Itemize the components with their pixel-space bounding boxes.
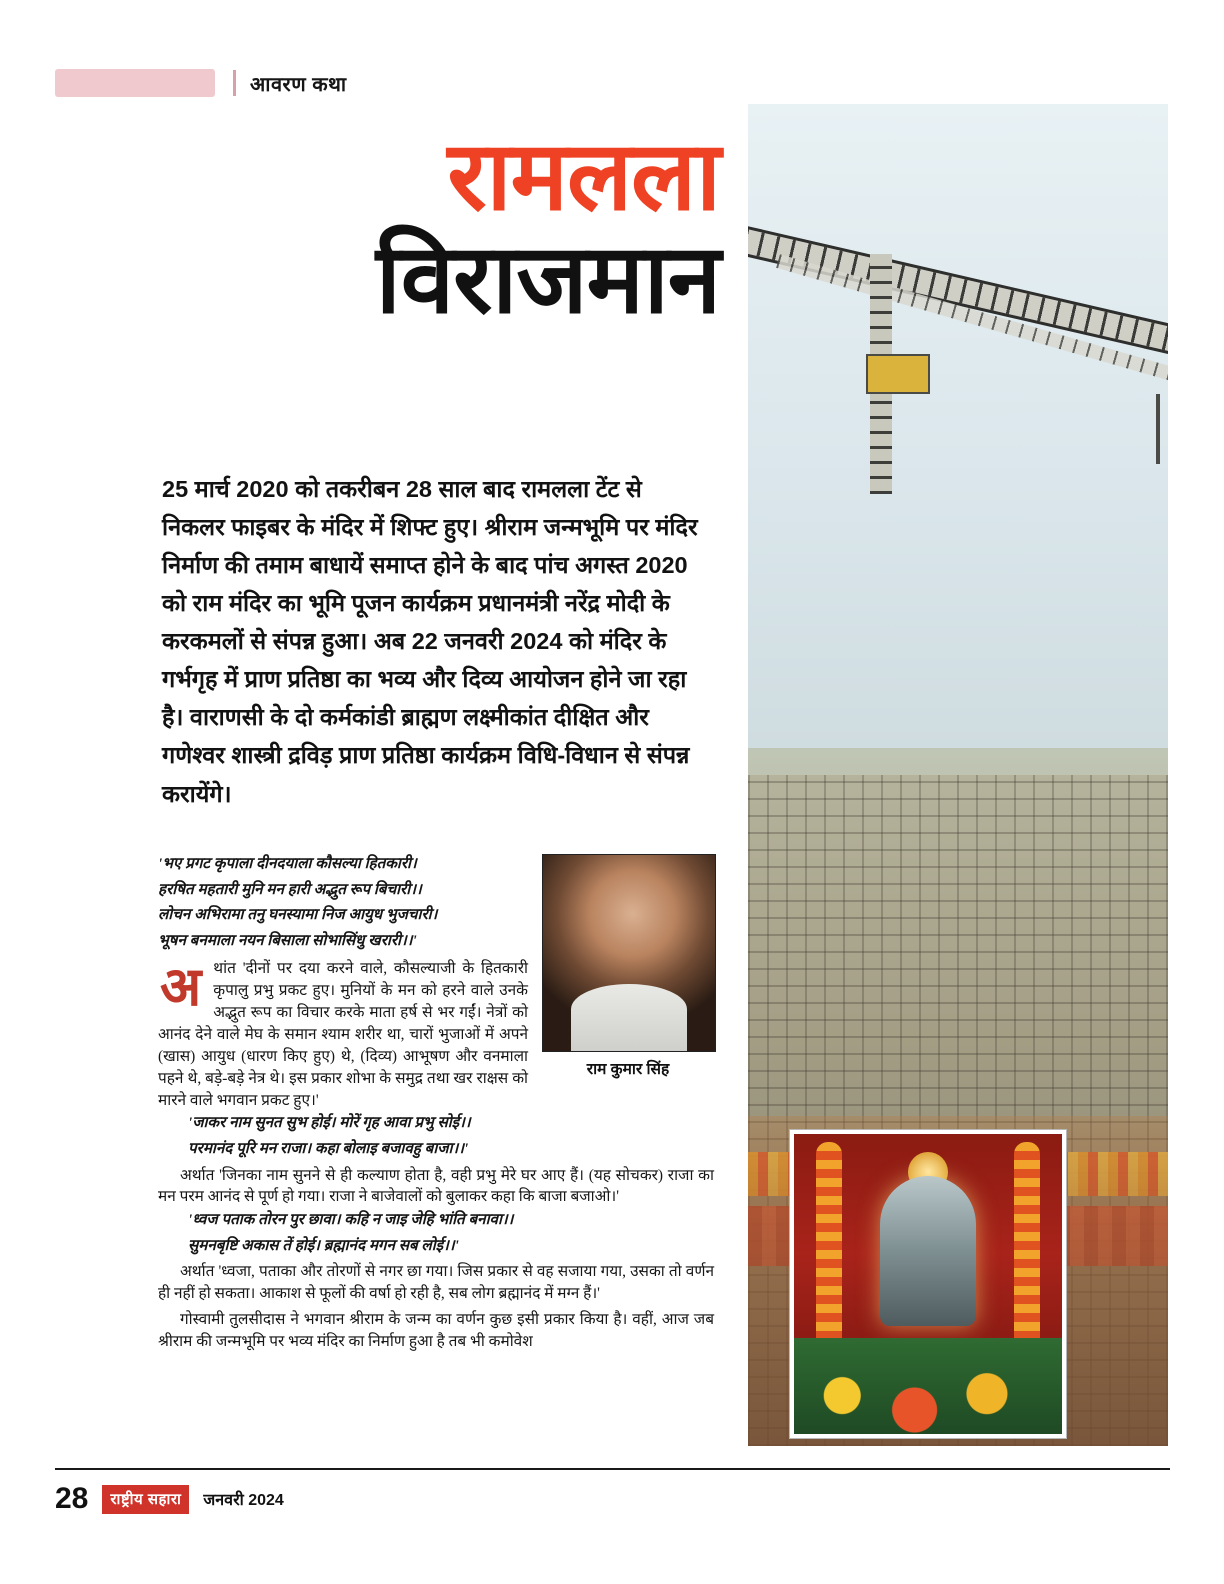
paragraph-3: अर्थात 'ध्वजा, पताका और तोरणों से नगर छा गया। जिस प्रकार से वह सजाया गया, उसका तो वर्णन ही नहीं हो सकता। आकाश से फूलों की वर्षा हो रही है, सब लोग ब्रह्मानंद में मग्न हैं।' [158, 1263, 714, 1303]
crane-hook-icon [1156, 394, 1160, 464]
header-divider [233, 70, 236, 96]
header-color-swatch [55, 69, 215, 97]
standfirst-paragraph: 25 मार्च 2020 को तकरीबन 28 साल बाद रामलला टेंट से निकलर फाइबर के मंदिर में शिफ्ट हुए। श्रीराम जन्मभूमि पर मंदिर निर्माण की तमाम बाधायें समाप्त होने के बाद पांच अगस्त 2020 को राम मंदिर का भूमि पूजन कार्यक्रम प्रधानमंत्री नरेंद्र मोदी के करकमलों से संपन्न हुआ। अब 22 जनवरी 2024 को मंदिर के गर्भगृह में प्राण प्रतिष्ठा का भव्य और दिव्य आयोजन होने जा रहा है। वाराणसी के दो कर्मकांडी ब्राह्मण लक्ष्मीकांत दीक्षित और गणेश्वर शास्त्री द्रविड़ प्राण प्रतिष्ठा कार्यक्रम विधि-विधान से संपन्न करायेंगे। [162, 476, 698, 807]
crane-counterweight-icon [866, 354, 930, 394]
page-footer [55, 1482, 284, 1516]
verse-2-line-2: परमानंद पूरि मन राजा। कहा बोलाइ बजावहु बाजा।।' [188, 1139, 469, 1157]
article-body [158, 852, 714, 1353]
title-line-2: विराजमान [375, 225, 720, 333]
verse-1-line-4: भूषन बनमाला नयन बिसाला सोभासिंधु खरारी।।' [158, 931, 417, 949]
flower-offerings [794, 1338, 1062, 1434]
deity-idol [880, 1176, 976, 1326]
verse-3-line-2: सुमनबृष्टि अकास तें होई। ब्रह्मानंद मगन सब लोई।।' [188, 1236, 459, 1254]
sky-region [748, 104, 1168, 748]
verse-3-line-1: 'ध्वज पताक तोरन पुर छावा। कहि न जाइ जेहि भांति बनावा।। [188, 1211, 514, 1229]
verse-1-line-3: लोचन अभिरामा तनु घनस्यामा निज आयुध भुजचारी। [158, 906, 438, 924]
author-portrait-image [542, 854, 716, 1052]
section-kicker: आवरण कथा [250, 73, 347, 96]
verse-2-line-1: 'जाकर नाम सुनत सुभ होई। मोरें गृह आवा प्रभु सोई।। [188, 1114, 471, 1132]
article-title [160, 123, 720, 333]
masthead-logo: राष्ट्रीय सहारा [102, 1485, 189, 1514]
verse-1-line-2: हरषित महतारी मुनि मन हारी अद्भुत रूप बिचारी।। [158, 880, 422, 898]
issue-date: जनवरी 2024 [203, 1492, 284, 1509]
paragraph-1-text: थांत 'दीनों पर दया करने वाले, कौसल्याजी के हितकारी कृपालु प्रभु प्रकट हुए। मुनियों के मन को हरने वाले उनके अद्भुत रूप का विचार करके माता हर्ष से भर गईं। नेत्रों को आनंद देने वाले मेघ के समान श्याम शरीर था, चारों भुजाओं में अपने (खास) आयुध (धारण किए हुए) थे, (दिव्य) आभूषण और वनमाला पहने थे, बड़े-बड़े नेत्र थे। इस प्रकार शोभा के समुद्र तथा खर राक्षस को मारने वाले भगवान प्रकट हुए।' [158, 960, 528, 1109]
paragraph-4: गोस्वामी तुलसीदास ने भगवान श्रीराम के जन्म का वर्णन कुछ इसी प्रकार किया है। वहीं, आज जब श्रीराम की जन्मभूमि पर भव्य मंदिर का निर्माण हुआ है तब भी कमोवेश [158, 1311, 714, 1350]
drop-cap: अ [160, 957, 202, 1018]
author-name-caption: राम कुमार सिंह [586, 1061, 670, 1078]
footer-divider [55, 1468, 1170, 1470]
paragraph-2: अर्थात 'जिनका नाम सुनने से ही कल्याण होता है, वही प्रभु मेरे घर आए हैं। (यह सोचकर) राजा का मन परम आनंद से पूर्ण हो गया। राजा ने बाजेवालों को बुलाकर कहा कि बाजा बजाओ।' [158, 1166, 714, 1206]
verse-1-line-1: 'भए प्रगट कृपाला दीनदयाला कौसल्या हितकारी। [158, 855, 417, 872]
title-line-1: रामलला [447, 123, 720, 230]
deity-inset-photo [790, 1130, 1066, 1438]
page-number: 28 [55, 1482, 89, 1515]
author-photo-block [542, 854, 714, 1081]
page-header [55, 68, 347, 98]
